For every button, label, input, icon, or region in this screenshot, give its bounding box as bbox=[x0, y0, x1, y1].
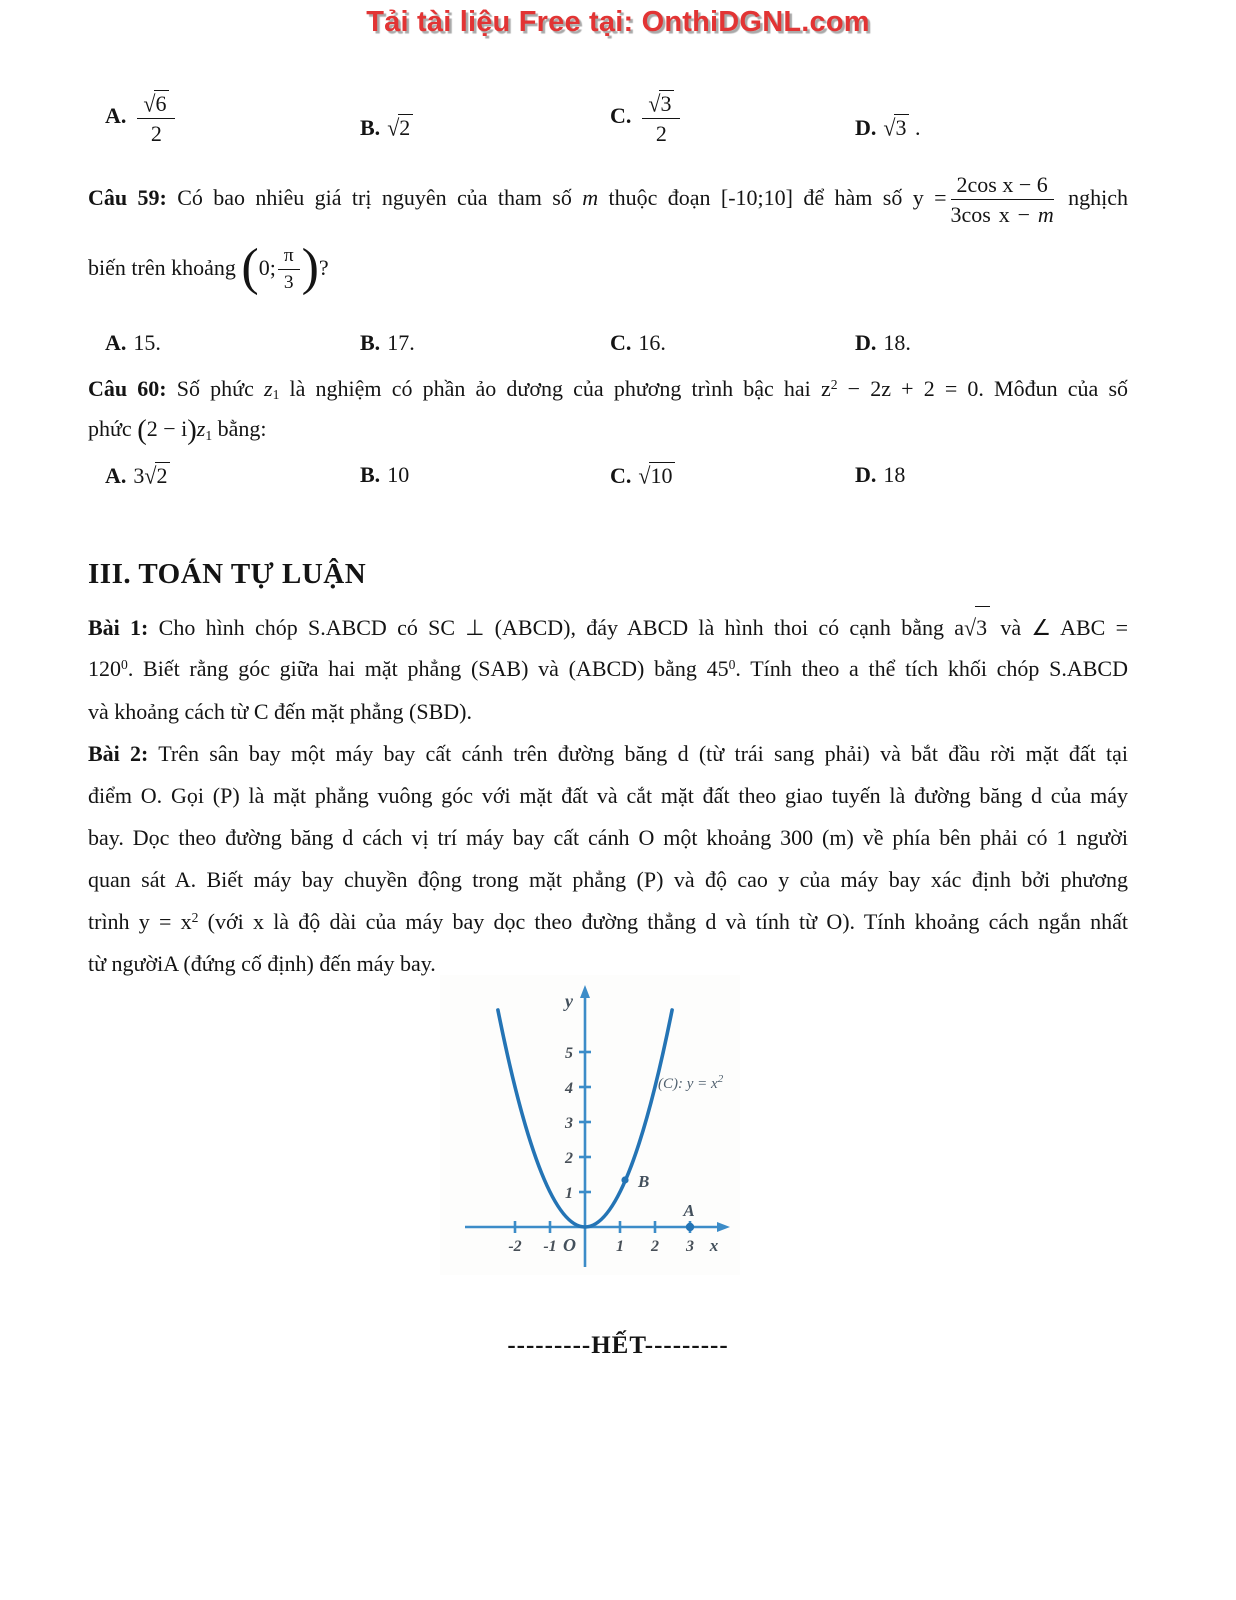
eq-sup: 2 bbox=[830, 376, 838, 392]
bai1-l1-tail: và ∠ ABC = bbox=[990, 615, 1129, 640]
q60-text2: là nghiệm có phần ảo dương của phương trình bậc hai bbox=[279, 376, 821, 401]
end-of-exam-line bbox=[0, 1332, 1236, 1360]
bai1-line1 bbox=[88, 606, 1128, 648]
bai2-l5-text: trình bbox=[88, 909, 139, 934]
y-tick-label-2: 2 bbox=[565, 1150, 573, 1167]
bai2-l3-text: bay. Dọc theo đường băng d cách vị trí máy bay cất cánh O một khoảng 300 (m) về phía bên phải có 1 người bbox=[88, 825, 1128, 850]
q59-option-c bbox=[610, 330, 666, 356]
param-m: m bbox=[582, 184, 599, 210]
eq-rest: − 2z + 2 = 0 bbox=[837, 376, 979, 401]
bai1-l2-tail: . Tính theo a thể tích khối chóp S.ABCD bbox=[735, 656, 1128, 681]
y-axis-arrow bbox=[580, 985, 590, 998]
radicand: 6 bbox=[154, 90, 169, 116]
sqrt-sign: √ bbox=[963, 614, 977, 641]
z: z bbox=[264, 376, 273, 401]
sup-two: 2 bbox=[191, 909, 199, 925]
interval-left: 0; bbox=[258, 254, 276, 280]
radicand: 3 bbox=[659, 90, 674, 116]
point-A-label: A bbox=[683, 1201, 695, 1220]
q59-option-d bbox=[855, 330, 911, 356]
radicand: 2 bbox=[155, 462, 170, 489]
exercise-number: Bài 2: bbox=[88, 741, 149, 766]
denominator: 2 bbox=[655, 121, 667, 147]
open-paren: ( bbox=[137, 415, 147, 446]
y-tick-label-5: 5 bbox=[565, 1045, 573, 1062]
q60-option-c bbox=[610, 462, 675, 489]
option-letter: B. bbox=[360, 330, 381, 355]
paren-body: 2 − i bbox=[146, 416, 188, 442]
sqrt-sign: √ bbox=[883, 114, 896, 141]
bai2-paragraph bbox=[88, 733, 1128, 985]
q60-text1: Số phức bbox=[176, 376, 264, 401]
sqrt-sign: √ bbox=[648, 90, 661, 117]
q59-option-b bbox=[360, 330, 415, 356]
sqrt-sign: √ bbox=[144, 462, 157, 489]
q60-options-row bbox=[0, 462, 1236, 542]
bai2-l1-text: Trên sân bay một máy bay cất cánh trên đường băng d (từ trái sang phải) và bắt đầu rời mặt đất tại bbox=[158, 741, 1129, 766]
eq-z: z bbox=[820, 376, 831, 401]
radicand: 2 bbox=[398, 114, 413, 141]
sqrt-sign: √ bbox=[638, 462, 651, 489]
q59-option-a bbox=[105, 330, 161, 356]
bai1-l2-text: . Biết rằng góc giữa hai mặt phẳng (SAB) và (ABCD) bằng 45 bbox=[127, 656, 729, 681]
parabola-svg bbox=[440, 975, 740, 1275]
exercise-number: Bài 1: bbox=[88, 615, 149, 640]
q59-text2: thuộc đoạn [-10;10] để hàm số bbox=[598, 184, 913, 210]
bai2-line5 bbox=[88, 901, 1128, 943]
option-letter: D. bbox=[855, 115, 877, 140]
y-axis-label: y bbox=[565, 991, 573, 1011]
bai2-line4 bbox=[88, 859, 1128, 901]
curve-label-base: (C): y = x bbox=[658, 1076, 718, 1092]
close-paren: ) bbox=[187, 415, 197, 446]
option-value: 17. bbox=[387, 330, 415, 355]
den-text: 3cos x − bbox=[950, 202, 1038, 228]
radicand: 10 bbox=[649, 462, 675, 489]
point-B-label: B bbox=[638, 1172, 650, 1191]
q60-option-a bbox=[105, 462, 170, 489]
formula-numerator: 2cos x − 6 bbox=[951, 172, 1054, 200]
option-letter: A. bbox=[105, 103, 127, 129]
z-sub: 1 bbox=[272, 387, 280, 403]
bai2-line1 bbox=[88, 733, 1128, 775]
q60-line2-tail: bằng: bbox=[212, 416, 267, 442]
z: z bbox=[196, 416, 206, 442]
q58-option-b bbox=[360, 114, 413, 141]
q60-option-d bbox=[855, 462, 905, 488]
x-axis-arrow bbox=[717, 1222, 730, 1232]
bai2-l2-text: điểm O. Gọi (P) là mặt phẳng vuông góc với mặt đất và cắt mặt đất theo giao tuyến là đường băng d của máy bbox=[88, 783, 1128, 808]
radicand: 3 bbox=[894, 114, 909, 141]
bai2-l5-tail: (với x là độ dài của máy bay dọc theo đường thẳng d và tính từ O). Tính khoảng cách ngắn nhất bbox=[198, 909, 1128, 934]
formula-lhs: y = bbox=[912, 184, 947, 210]
q59-text1: Có bao nhiêu giá trị nguyên của tham số bbox=[177, 184, 583, 210]
q58-option-c bbox=[610, 90, 684, 147]
pi-over-3 bbox=[278, 245, 300, 295]
denominator: 2 bbox=[150, 121, 162, 147]
page-header bbox=[0, 6, 1236, 39]
x-axis-label: x bbox=[709, 1236, 719, 1255]
section-title: III. TOÁN TỰ LUẬN bbox=[88, 558, 367, 590]
bai2-l4-text: quan sát A. Biết máy bay chuyền động trong mặt phẳng (P) và độ cao y của máy bay xác định bởi phương bbox=[88, 867, 1128, 892]
interval-den: 3 bbox=[283, 272, 294, 294]
sup-zero: 0 bbox=[728, 656, 736, 672]
yx: y = x bbox=[138, 909, 192, 934]
q58-option-d bbox=[855, 114, 920, 141]
option-letter: B. bbox=[360, 115, 381, 140]
formula-denominator bbox=[951, 200, 1054, 227]
option-letter: C. bbox=[610, 330, 632, 355]
sqrt-sign: √ bbox=[143, 90, 156, 117]
radicand: 3 bbox=[975, 606, 990, 649]
y-tick-label-4: 4 bbox=[565, 1080, 573, 1097]
y-tick-label-3: 3 bbox=[565, 1115, 573, 1132]
point-B-dot bbox=[621, 1176, 628, 1183]
z1 bbox=[264, 376, 273, 401]
bai1-l3-text: và khoảng cách từ C đến mặt phẳng (SBD). bbox=[88, 699, 473, 724]
bai2-line2 bbox=[88, 775, 1128, 817]
q60-line2-text: phức bbox=[88, 416, 138, 442]
x-tick-label-1: 1 bbox=[616, 1238, 624, 1255]
equation bbox=[821, 376, 978, 401]
option-letter: C. bbox=[610, 463, 632, 488]
header-text: Tải tài liệu Free tại: OnthiDGNL.com bbox=[366, 6, 870, 38]
z-sub: 1 bbox=[205, 427, 213, 443]
sqrt-sign: √ bbox=[387, 114, 400, 141]
option-suffix: . bbox=[909, 115, 921, 140]
option-value: 18 bbox=[883, 462, 906, 487]
bai1-l1-text: Cho hình chóp S.ABCD có SC ⊥ (ABCD), đáy ABCD là hình thoi có cạnh bằng a bbox=[158, 615, 964, 640]
q59-line1 bbox=[88, 172, 1128, 228]
question-number: Câu 60: bbox=[88, 376, 167, 401]
bai2-line3 bbox=[88, 817, 1128, 859]
option-value: 16. bbox=[638, 330, 666, 355]
formula-yx2 bbox=[139, 909, 199, 934]
q58-option-a bbox=[105, 90, 179, 147]
question-number: Câu 59: bbox=[88, 184, 167, 210]
open-paren: ( bbox=[241, 238, 259, 296]
point-A-dot bbox=[686, 1223, 694, 1231]
option-letter: B. bbox=[360, 462, 381, 487]
option-letter: A. bbox=[105, 330, 127, 355]
option-value: 15. bbox=[133, 330, 161, 355]
option-letter: C. bbox=[610, 103, 632, 129]
option-letter: D. bbox=[855, 330, 877, 355]
figure-parabola bbox=[440, 975, 740, 1275]
interval-num: π bbox=[278, 245, 300, 270]
x-tick-label-neg1: -1 bbox=[543, 1238, 557, 1255]
option-value: 18. bbox=[883, 330, 911, 355]
y-tick-label-1: 1 bbox=[565, 1185, 573, 1202]
den-m: m bbox=[1037, 202, 1054, 228]
option-value: 10 bbox=[387, 462, 410, 487]
deg120: 120 bbox=[88, 656, 121, 681]
option-letter: A. bbox=[105, 463, 127, 488]
q60-line2 bbox=[88, 412, 1128, 451]
curve-label bbox=[658, 1073, 724, 1092]
q60-option-b bbox=[360, 462, 409, 488]
bai1-paragraph bbox=[88, 606, 1128, 733]
q59-text3: nghịch bbox=[1057, 184, 1128, 210]
close-paren: ) bbox=[301, 238, 319, 296]
q58-options-row bbox=[0, 90, 1236, 170]
q60-text3: . Môđun của số bbox=[978, 376, 1129, 401]
coef: 3 bbox=[133, 463, 145, 488]
bai1-line3 bbox=[88, 690, 1128, 733]
option-letter: D. bbox=[855, 462, 877, 487]
q59-line2-text: biến trên khoảng bbox=[88, 254, 236, 280]
x-tick-label-neg2: -2 bbox=[508, 1238, 522, 1255]
x-tick-label-3: 3 bbox=[686, 1238, 694, 1255]
bai1-line2 bbox=[88, 648, 1128, 690]
origin-label: O bbox=[563, 1235, 576, 1255]
question-mark: ? bbox=[318, 254, 329, 280]
bai2-l6-text: từ ngườiA (đứng cố định) đến máy bay. bbox=[88, 951, 436, 976]
x-tick-label-2: 2 bbox=[651, 1238, 659, 1255]
het-text: ---------HẾT--------- bbox=[507, 1332, 729, 1359]
section-heading bbox=[88, 558, 366, 591]
formula-fraction bbox=[951, 172, 1054, 228]
sup-zero: 0 bbox=[121, 656, 128, 672]
q60-line1 bbox=[88, 374, 1128, 404]
q59-line2 bbox=[88, 238, 1128, 296]
curve-label-sup: 2 bbox=[717, 1073, 724, 1085]
